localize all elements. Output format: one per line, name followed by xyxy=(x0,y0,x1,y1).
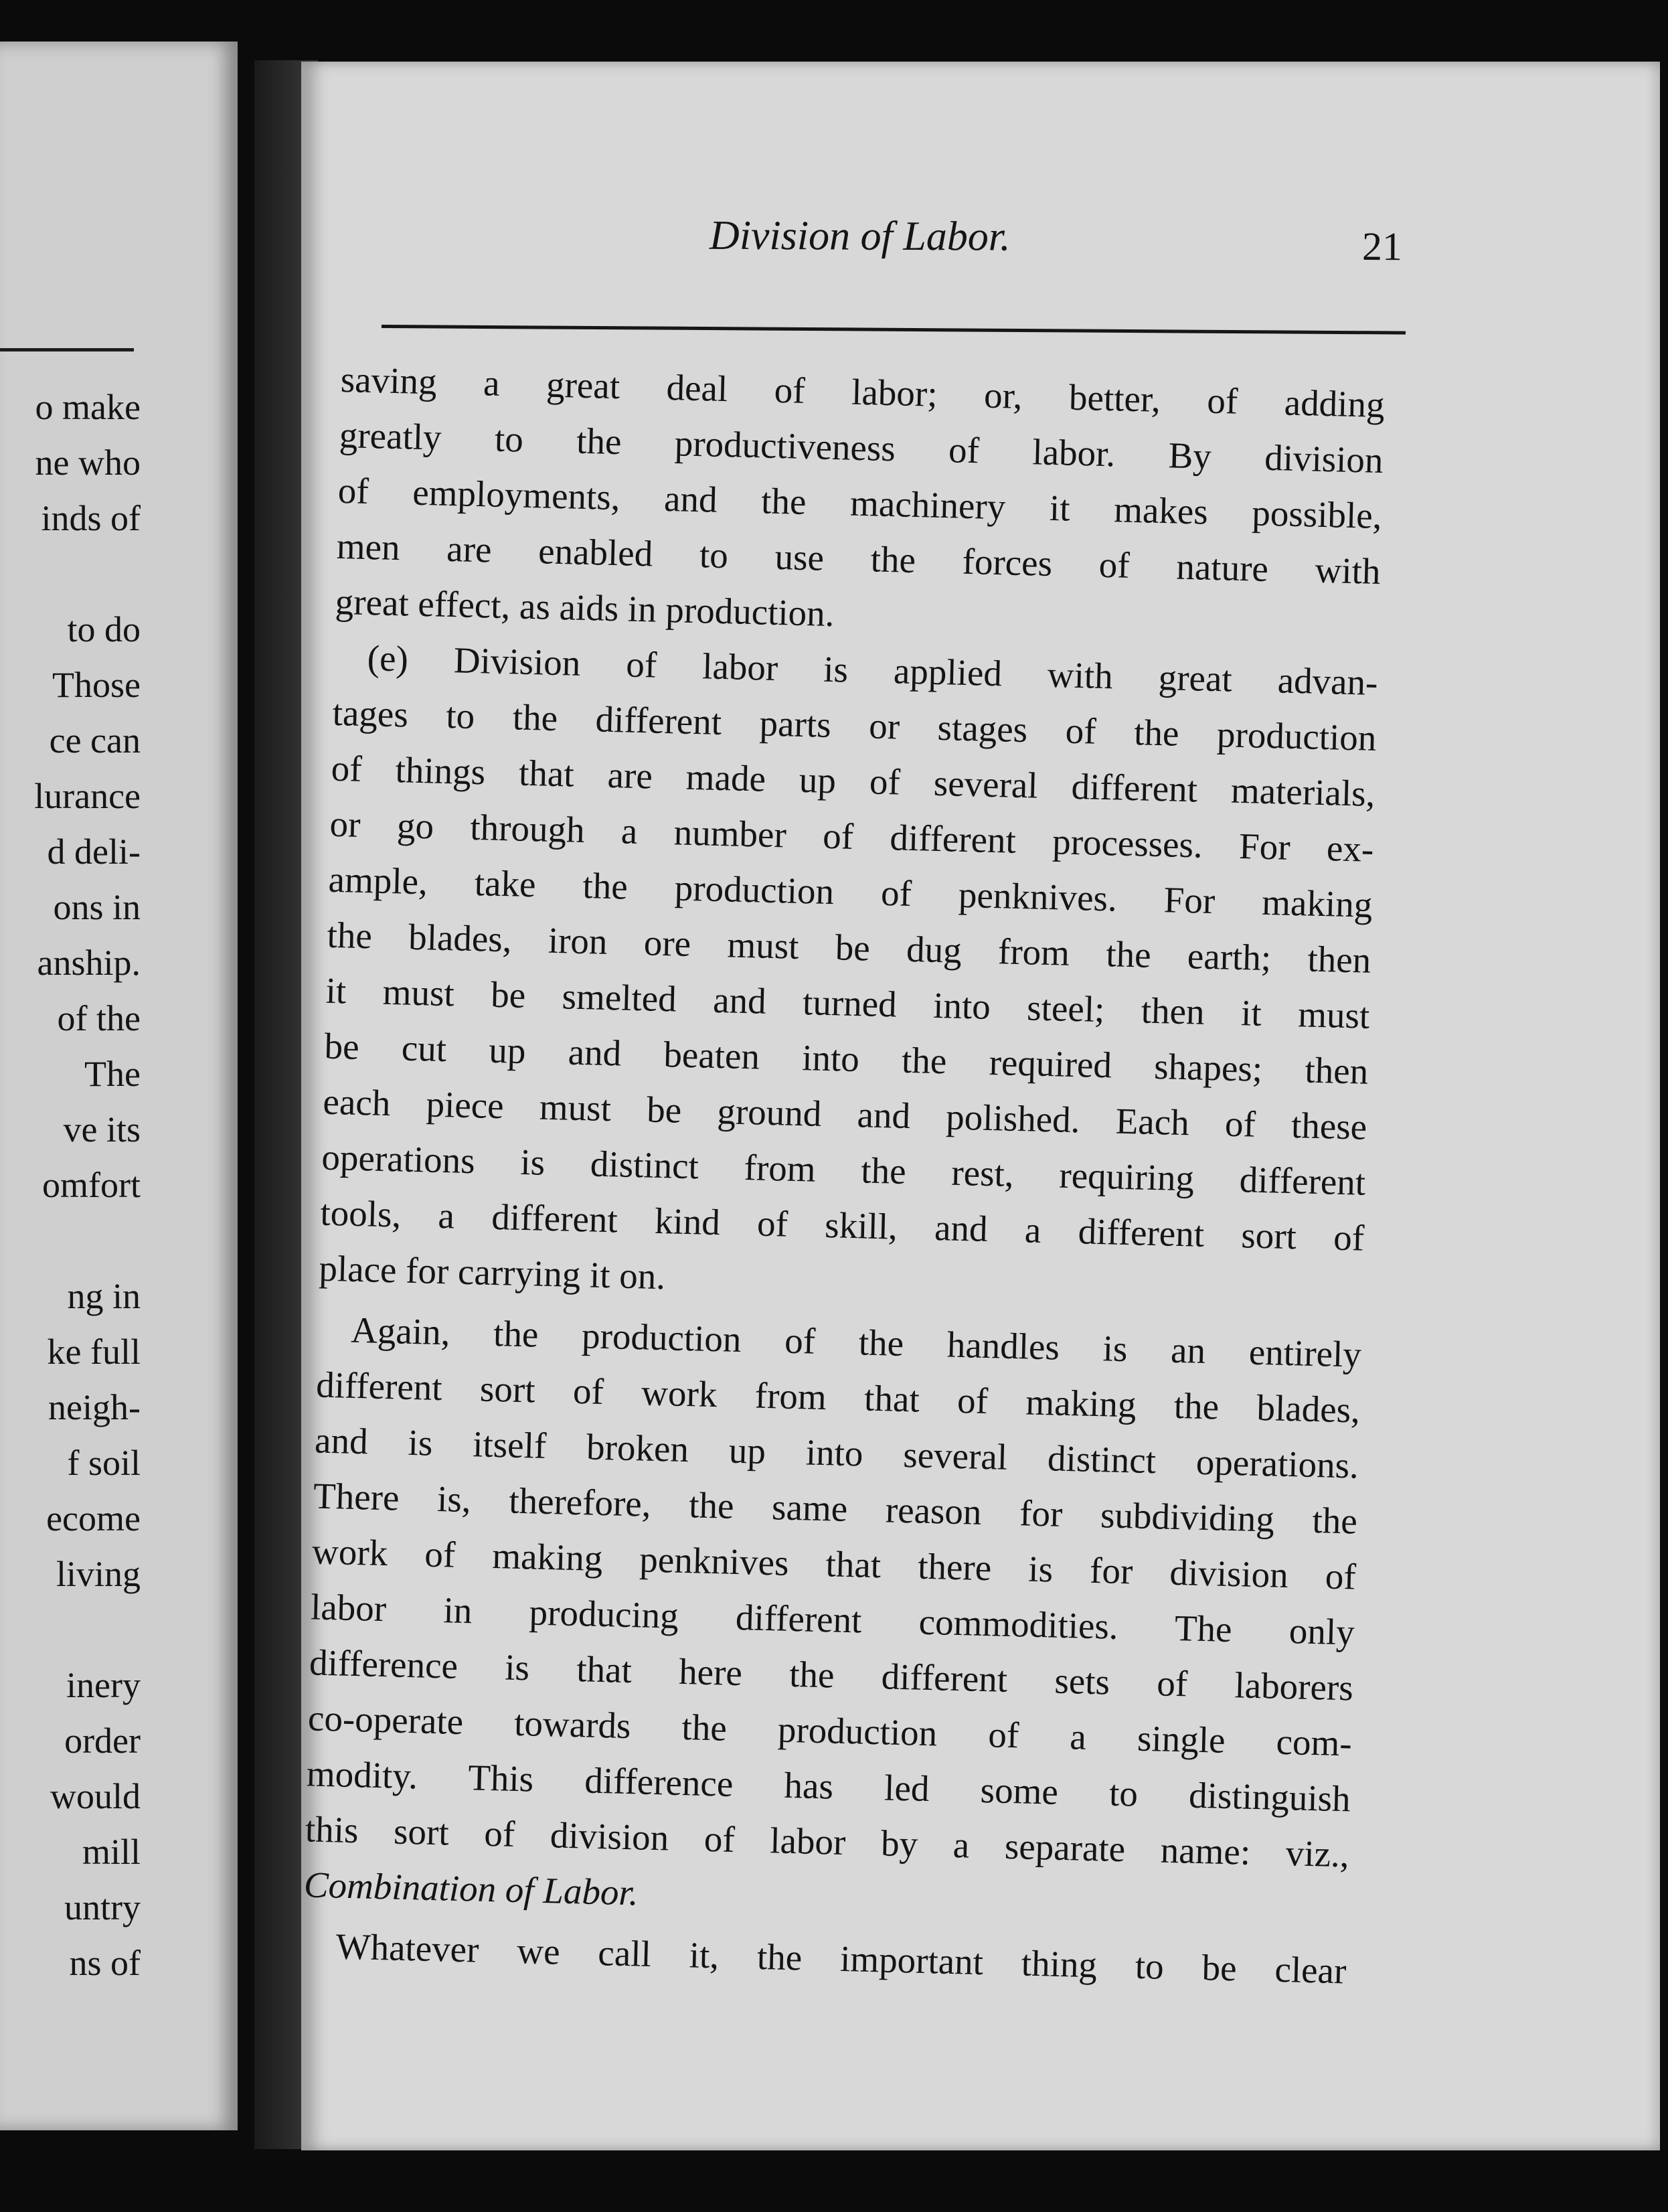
text-line: modity. This difference has led some to distinguish xyxy=(306,1753,1351,1820)
left-text-line: The xyxy=(84,1054,141,1094)
text-line: great effect, as aids in production. xyxy=(335,580,835,635)
running-title: Division of Labor. xyxy=(709,212,1011,260)
text-line: or go through a number of different processes. For ex- xyxy=(329,803,1375,870)
left-text-line: inds of xyxy=(41,498,141,538)
left-text-line: ecome xyxy=(46,1498,141,1538)
text-line: and is itself broken up into several distinct operations. xyxy=(314,1419,1359,1486)
text-line: the blades, iron ore must be dug from the earth; then xyxy=(326,914,1371,981)
text-line: it must be smelted and turned into steel; then it must xyxy=(325,969,1370,1036)
left-text-line: ons in xyxy=(53,887,141,927)
text-line: place for carrying it on. xyxy=(318,1247,666,1297)
text-line: tages to the different parts or stages of the production xyxy=(332,692,1378,759)
text-line: operations is distinct from the rest, requiring different xyxy=(321,1136,1366,1203)
left-text-line: mill xyxy=(82,1832,141,1872)
left-text-line: ns of xyxy=(69,1943,141,1983)
left-text-line: f soil xyxy=(67,1443,141,1483)
body-text xyxy=(302,351,1386,1998)
page-header xyxy=(395,198,1416,276)
left-text-line: lurance xyxy=(34,776,141,816)
text-line: be cut up and beaten into the required shapes; then xyxy=(323,1025,1369,1092)
text-line: (e) Division of labor is applied with great advan- xyxy=(367,637,1379,703)
left-text-line: ng in xyxy=(67,1276,141,1316)
text-line: each piece must be ground and polished. Each of these xyxy=(322,1081,1367,1148)
paragraph xyxy=(319,629,1379,1322)
text-line: co-operate towards the production of a single com- xyxy=(307,1697,1353,1764)
text-line: of things that are made up of several different materials, xyxy=(331,747,1376,814)
text-line: labor in producing different commodities. The only xyxy=(310,1586,1355,1653)
left-text-line: untry xyxy=(64,1887,141,1927)
left-text-line: ce can xyxy=(49,720,141,761)
left-text-line: ne who xyxy=(35,443,141,483)
text-line: Whatever we call it, the important thing to be clear xyxy=(335,1925,1347,1992)
paragraph xyxy=(303,1301,1362,1938)
text-line: ample, take the production of penknives. For making xyxy=(327,858,1373,925)
left-text-line: order xyxy=(64,1721,141,1761)
left-text-line xyxy=(0,546,141,602)
left-page-text xyxy=(0,380,141,1991)
left-text-line: would xyxy=(50,1776,141,1816)
left-text-line: to do xyxy=(67,609,141,649)
text-line: men are enabled to use the forces of nature with xyxy=(336,525,1382,592)
text-line: greatly to the productiveness of labor. By division xyxy=(339,414,1384,481)
text-line: work of making penknives that there is for division of xyxy=(311,1530,1357,1597)
text-line: There is, therefore, the same reason for subdividing the xyxy=(313,1475,1358,1542)
text-line: different sort of work from that of making the blades, xyxy=(315,1364,1361,1431)
left-text-line: anship. xyxy=(37,943,141,983)
text-line: tools, a different kind of skill, and a different sort of xyxy=(319,1192,1365,1259)
text-line: saving a great deal of labor; or, better, of adding xyxy=(340,358,1386,426)
text-line: of employments, and the machinery it makes possible, xyxy=(337,469,1383,537)
left-page-rule xyxy=(0,348,134,351)
left-text-line: omfort xyxy=(42,1165,141,1205)
left-text-line: living xyxy=(56,1554,141,1594)
left-text-line: of the xyxy=(57,998,141,1038)
left-text-line: neigh- xyxy=(48,1387,141,1427)
paragraph xyxy=(335,351,1386,655)
left-text-line xyxy=(0,1602,141,1658)
left-text-line: ke full xyxy=(47,1332,141,1372)
left-text-line: Those xyxy=(52,665,141,705)
page-number: 21 xyxy=(1361,224,1403,269)
left-text-line: d deli- xyxy=(47,832,141,872)
text-line: Again, the production of the handles is an entirely xyxy=(350,1309,1362,1375)
text-line: this sort of division of labor by a separate name: viz., xyxy=(305,1808,1350,1875)
left-text-line xyxy=(0,1213,141,1269)
left-page xyxy=(0,42,238,2130)
text-line: Combination of Labor. xyxy=(303,1864,639,1913)
left-text-line: ve its xyxy=(63,1109,141,1150)
text-line: difference is that here the different sets of laborers xyxy=(309,1642,1354,1709)
left-text-line: o make xyxy=(35,387,141,427)
left-text-line: inery xyxy=(66,1665,141,1705)
